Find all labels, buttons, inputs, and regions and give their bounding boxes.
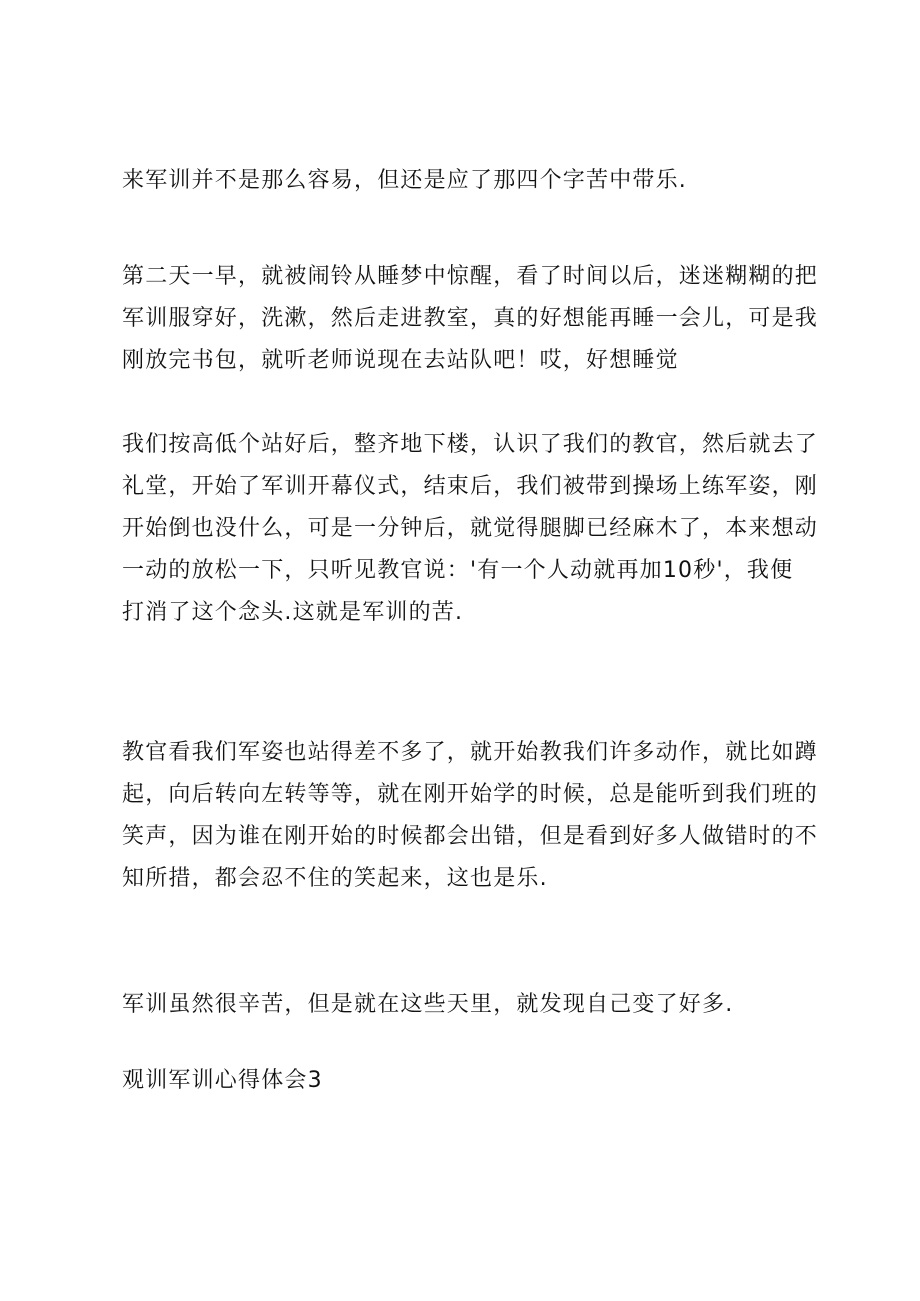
- paragraph-5: [122, 984, 822, 1026]
- paragraph-line: 礼堂，开始了军训开幕仪式，结束后，我们被带到操场上练军姿，刚: [122, 474, 819, 499]
- paragraph-line: 知所措，都会忍不住的笑起来，这也是乐.: [122, 866, 548, 891]
- paragraph-line: 教官看我们军姿也站得差不多了，就开始教我们许多动作，就比如蹲: [122, 740, 819, 765]
- paragraph-2: [122, 256, 822, 382]
- paragraph-line: 来军训并不是那么容易，但还是应了那四个字苦中带乐.: [122, 168, 687, 193]
- paragraph-line: 刚放完书包，就听老师说现在去站队吧！哎，好想睡觉: [122, 348, 679, 373]
- paragraph-3: [122, 424, 822, 634]
- paragraph-line: 我们按高低个站好后，整齐地下楼，认识了我们的教官，然后就去了: [122, 432, 819, 457]
- paragraph-line: 第二天一早，就被闹铃从睡梦中惊醒，看了时间以后，迷迷糊糊的把: [122, 264, 819, 289]
- paragraph-line: 军训服穿好，洗漱，然后走进教室，真的好想能再睡一会儿，可是我: [122, 306, 819, 331]
- paragraph-1: [122, 160, 822, 202]
- paragraph-line: 笑声，因为谁在刚开始的时候都会出错，但是看到好多人做错时的不: [122, 824, 819, 849]
- paragraph-4: [122, 732, 822, 900]
- paragraph-line: 军训虽然很辛苦，但是就在这些天里，就发现自己变了好多.: [122, 992, 734, 1017]
- paragraph-line: 起，向后转向左转等等，就在刚开始学的时候，总是能听到我们班的: [122, 782, 819, 807]
- paragraph-line: 打消了这个念头.这就是军训的苦.: [122, 600, 464, 625]
- paragraph-line: 一动的放松一下，只听见教官说：'有一个人动就再加10秒'，我便: [122, 558, 794, 583]
- paragraph-line: 开始倒也没什么，可是一分钟后，就觉得腿脚已经麻木了，本来想动: [122, 516, 819, 541]
- section-heading: 观训军训心得体会3: [122, 1068, 323, 1093]
